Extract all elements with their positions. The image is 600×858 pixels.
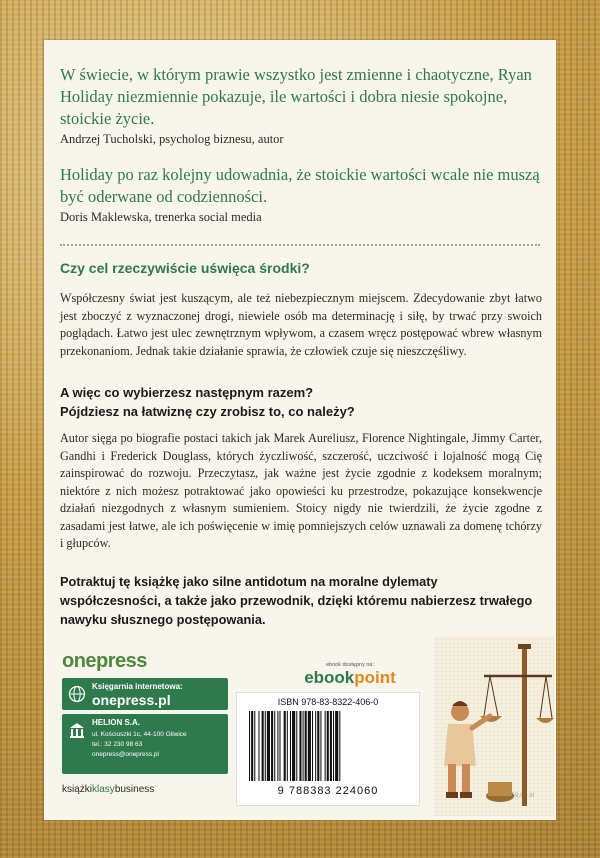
barcode-bar [325,711,326,781]
isbn-number: ISBN 978-83-8322-406-0 [277,697,379,707]
barcode-bar [303,711,304,781]
brand-part-2: klasy [92,784,115,795]
barcode-bar [277,711,278,781]
quote-2-author: Doris Maklewska, trenerka social media [60,210,262,224]
barcode-bar [251,711,253,781]
barcode-bar [327,711,329,781]
barcode-digits: 9 788383 224060 [277,785,379,797]
barcode-bar [320,711,321,781]
globe-icon [67,684,87,704]
brand-part-1: książki [62,784,93,795]
company-name: HELION S.A. [92,718,141,727]
barcode-bar [308,711,311,781]
barcode-bar [258,711,259,781]
company-box [62,714,228,774]
barcode-bar [296,711,297,781]
barcode-bar [284,711,286,781]
onepress-logo: onepress [62,650,147,672]
ebookpoint-logo-part-1: ebook [304,668,355,687]
bookstore-url[interactable]: onepress.pl [92,692,171,708]
company-phone: tel.: 32 230 98 63 [92,741,143,748]
barcode-bar [305,711,307,781]
barcode-bar [290,711,291,781]
barcode [247,711,409,783]
barcode-bar [317,711,319,781]
ebookpoint-logo-part-2: point [354,668,396,687]
company-address: ul. Kościuszki 1c, 44-100 Gliwice [92,731,187,738]
brand-part-3: business [114,784,155,795]
quote-1-author: Andrzej Tucholski, psycholog biznesu, autor [60,132,284,146]
barcode-bar [333,711,334,781]
barcode-bar [279,711,280,781]
ebookpoint-logo[interactable] [272,668,428,688]
barcode-bar [254,711,255,781]
barcode-bar [335,711,338,781]
back-cover-panel [44,40,556,820]
barcode-bar [271,711,273,781]
barcode-bar [299,711,301,781]
barcode-bar [339,711,340,781]
ebook-available-label: ebook dostępny na: [325,662,374,668]
barcode-bar [274,711,275,781]
paragraph-biographies: Autor sięga po biografie postaci takich jak Marek Aureliusz, Florence Nightingale, Jimmy Carter, Gandhi i Frederick Douglass, których życzliwość, szczerość, uczciwość i lojalność mogą Cię zainspirować do rozwoju. Przeczytasz, jak ważne jest życie zgodnie z kodeksem moralnym; niektóre z nich możesz potraktować jako opowieści ku przestrodze, pokazujące konsekwencje działań niezgodnych z własnym sumieniem. Stoicy nigdy nie twierdzili, że życie zgodne z zasadami jest łatwe, ale ich poświęcenie w imię pomniejszych celów uznawali za domenę tchórzy i głupców. [60,431,542,550]
bookstore-label: Księgarnia internetowa: [92,682,183,691]
quote-2: Holiday po raz kolejny udowadnia, że stoickie wartości wcale nie muszą być oderwane od codzienności. [60,165,540,206]
section-heading: Czy cel rzeczywiście uświęca środki? [60,260,310,276]
paragraph-intro: Współczesny świat jest kuszącym, ale też niebezpiecznym miejscem. Zdecydowanie zbyt łatwo jest zboczyć z wyznaczonej drogi, niewiele osób ma determinację i siłę, by trwać przy swoich poglądach. Łatwo jest ulec zewnętrznym wpływom, a czasem wręcz postępować wbrew własnym przekonaniom. Jednak takie działanie sprawia, że człowiek czuje się nieszczęśliwy. [60,291,542,358]
quote-1: W świecie, w którym prawie wszystko jest zmienne i chaotyczne, Ryan Holiday niezmiennie pokazuje, ile wartości i dobra niesie spokojne, stoickie życie. [60,65,532,128]
barcode-bar [262,711,264,781]
question-line-1: A więc co wybierzesz następnym razem? [60,385,314,400]
mosaic-scale-figure [434,636,554,816]
barcode-bar [315,711,316,781]
question-line-2: Pójdziesz na łatwiznę czy zrobisz to, co należy? [60,404,355,419]
building-icon [67,720,87,740]
bookstore-box[interactable] [62,678,228,710]
barcode-bar [312,711,313,781]
closing-statement: Potraktuj tę książkę jako silne antidotum na moralne dylematy współczesności, a także jako przewodnik, dzięki któremu nabierzesz trwałego nawyku słusznego postępowania. [60,574,533,627]
isbn-barcode-box [236,692,420,806]
dotted-divider [60,244,540,246]
barcode-bar [287,711,288,781]
barcode-bar [267,711,270,781]
brand-tagline [62,784,154,795]
company-email[interactable]: onepress@onepress.pl [92,751,159,758]
barcode-bar [292,711,295,781]
barcode-bar [330,711,332,781]
barcode-bar [265,711,266,781]
question-heading [60,383,540,421]
barcode-bar [249,711,250,781]
